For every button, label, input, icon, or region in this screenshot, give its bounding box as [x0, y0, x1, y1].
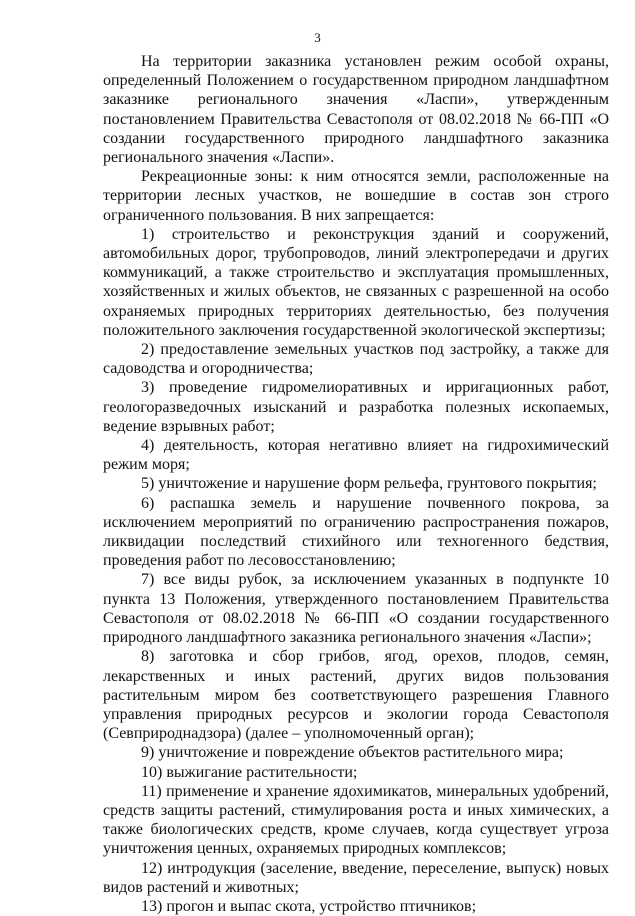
list-item-8: 8) заготовка и сбор грибов, ягод, орехов, плодов, семян, лекарственных и иных растений, других видов пользования растительным миром без соответствующего разрешения Главного управления природных ресурсов и экологии города Севастополя (Севприроднадзора) (далее – уполномоченный орган); — [103, 648, 609, 743]
page-number: 3 — [314, 30, 321, 45]
list-item-1: 1) строительство и реконструкция зданий и сооружений, автомобильных дорог, трубопроводов, линий электропередачи и других коммуникаций, а также строительство и эксплуатация промышленных, хозяйственных и жилых объектов, не связанных с разрешенной на особо охраняемых природных территориях деятельностью, без получения положительного заключения государственной экологической экспертизы; — [103, 225, 609, 339]
paragraph-protection-regime: На территории заказника установлен режим особой охраны, определенный Положением о государственном природном ландшафтном заказнике регионального значения «Ласпи», утвержденным постановлением Правительства Севастополя от 08.02.2018 № 66-ПП «О создании государственного природного ландшафтного заказника регионального значения «Ласпи». — [103, 53, 609, 167]
list-item-13: 13) прогон и выпас скота, устройство птичников; — [141, 897, 477, 915]
list-item-11: 11) применение и хранение ядохимикатов, минеральных удобрений, средств защиты растений, стимулирования роста и иных химических, а также биологических средств, кроме случаев, когда существует угроза уничтожения ценных, охраняемых природных комплексов; — [103, 782, 609, 858]
list-item-7: 7) все виды рубок, за исключением указанных в подпункте 10 пункта 13 Положения, утвержденного постановлением Правительства Севастополя от 08.02.2018 № 66-ПП «О создании государственного природного ландшафтного заказника регионального значения «Ласпи»; — [103, 571, 609, 647]
list-item-12: 12) интродукция (заселение, введение, переселение, выпуск) новых видов растений и животных; — [103, 859, 609, 896]
document-body — [103, 52, 609, 916]
list-item-4: 4) деятельность, которая негативно влияет на гидрохимический режим моря; — [103, 437, 609, 474]
list-item-3: 3) проведение гидромелиоративных и ирригационных работ, геологоразведочных изысканий и разработка полезных ископаемых, ведение взрывных работ; — [103, 379, 609, 435]
list-item-5: 5) уничтожение и нарушение форм рельефа, грунтового покрытия; — [141, 475, 597, 493]
paragraph-recreation-zones: Рекреационные зоны: к ним относятся земли, расположенные на территории лесных участков, не вошедшие в состав зон строго ограниченного пользования. В них запрещается: — [103, 168, 609, 224]
list-item-6: 6) распашка земель и нарушение почвенного покрова, за исключением мероприятий по ограничению распространения пожаров, ликвидации последствий стихийного или техногенного бедствия, проведения работ по лесовосстановлению; — [103, 494, 609, 570]
list-item-2: 2) предоставление земельных участков под застройку, а также для садоводства и огородничества; — [103, 341, 609, 378]
list-item-9: 9) уничтожение и повреждение объектов растительного мира; — [141, 744, 564, 762]
list-item-10: 10) выжигание растительности; — [141, 763, 358, 781]
